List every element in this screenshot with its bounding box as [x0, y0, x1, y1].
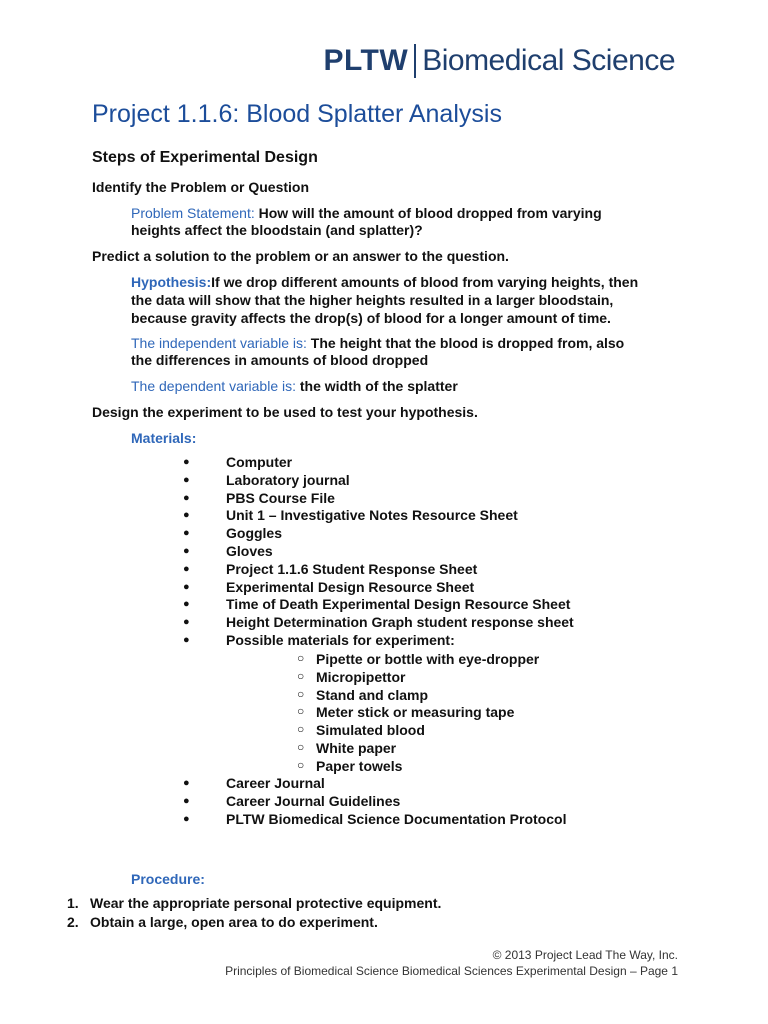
material-item: Project 1.1.6 Student Response Sheet	[226, 560, 478, 577]
material-item: Laboratory journal	[226, 471, 350, 488]
material-item-marker: ●	[183, 777, 190, 789]
hypothesis-text-2: the data will show that the higher heights resulted in a larger bloodstain,	[131, 292, 614, 308]
dependent-text: the width of the splatter	[296, 378, 458, 394]
problem-label: Problem Statement:	[131, 205, 255, 221]
dependent-label: The dependent variable is:	[131, 378, 296, 394]
design-step: Design the experiment to be used to test your hypothesis.	[92, 404, 478, 420]
sub-material-item: White paper	[316, 740, 397, 756]
material-item-marker: ●	[183, 813, 190, 825]
sub-material-item-marker: ○	[297, 651, 305, 665]
material-item-marker: ●	[183, 456, 190, 468]
material-item: Height Determination Graph student response sheet	[226, 614, 574, 631]
material-item-marker: ●	[183, 545, 190, 557]
procedure-label: Procedure:	[131, 871, 205, 887]
brand-logo	[323, 44, 675, 78]
material-item-marker: ●	[183, 634, 190, 646]
material-item-marker: ●	[183, 473, 190, 486]
sub-material-item-marker: ○	[297, 757, 305, 772]
hypothesis-text-3: because gravity affects the drop(s) of blood for a longer amount of time.	[131, 310, 611, 326]
material-item-marker: ●	[183, 598, 190, 611]
sub-material-item: Simulated blood	[316, 722, 425, 739]
material-item-marker: ●	[183, 616, 190, 629]
sub-material-item: Meter stick or measuring tape	[316, 704, 515, 721]
procedure-number: 1.	[67, 895, 79, 911]
material-item-marker: ●	[183, 562, 190, 575]
hypothesis-text-1: If we drop different amounts of blood from varying heights, then	[211, 274, 639, 290]
material-item-marker: ●	[183, 527, 190, 540]
identify-step: Identify the Problem or Question	[92, 179, 310, 195]
material-item: Career Journal Guidelines	[226, 793, 401, 809]
brand-name: PLTW	[323, 44, 409, 77]
dependent-variable	[131, 377, 458, 395]
sub-material-item-marker: ○	[297, 668, 305, 683]
independent-text-2: the differences in amounts of blood dropped	[131, 352, 429, 368]
material-item-marker: ●	[183, 509, 190, 522]
hypothesis-line1	[131, 273, 638, 291]
material-item-marker: ●	[183, 580, 190, 593]
page-title: Project 1.1.6: Blood Splatter Analysis	[92, 100, 502, 128]
problem-text-2: heights affect the bloodstain (and splatter)?	[131, 222, 423, 238]
independent-text-1: The height that the blood is dropped from, also	[306, 335, 625, 351]
material-item: Goggles	[226, 525, 283, 542]
independent-variable-line1	[131, 334, 624, 352]
material-item: Career Journal	[226, 775, 325, 791]
hypothesis-label: Hypothesis:	[131, 274, 212, 290]
material-item: Possible materials for experiment:	[226, 632, 455, 648]
section-heading: Steps of Experimental Design	[92, 149, 318, 166]
footer-copyright: © 2013 Project Lead The Way, Inc.	[492, 948, 678, 962]
material-item: Gloves	[226, 543, 273, 559]
sub-material-item-marker: ○	[297, 686, 305, 701]
sub-material-item-marker: ○	[297, 740, 305, 754]
material-item: Computer	[226, 454, 293, 470]
material-item: PBS Course File	[226, 489, 335, 506]
procedure-step: Obtain a large, open area to do experiment.	[90, 914, 378, 930]
sub-material-item: Paper towels	[316, 757, 403, 774]
problem-text-1: How will the amount of blood dropped from varying	[254, 205, 602, 221]
independent-label: The independent variable is:	[131, 335, 307, 351]
brand-divider	[414, 44, 416, 78]
problem-statement-line1	[131, 204, 602, 222]
predict-step: Predict a solution to the problem or an answer to the question.	[92, 248, 509, 264]
material-item: PLTW Biomedical Science Documentation Protocol	[226, 811, 567, 827]
sub-material-item-marker: ○	[297, 722, 305, 737]
material-item: Unit 1 – Investigative Notes Resource Sheet	[226, 507, 518, 524]
sub-material-item: Micropipettor	[316, 668, 406, 685]
footer-page-line: Principles of Biomedical Science Biomedical Sciences Experimental Design – Page 1	[225, 964, 678, 978]
sub-material-item-marker: ○	[297, 704, 305, 719]
material-item-marker: ●	[183, 491, 190, 504]
procedure-step: Wear the appropriate personal protective equipment.	[90, 895, 442, 911]
material-item: Experimental Design Resource Sheet	[226, 578, 475, 595]
material-item: Time of Death Experimental Design Resource Sheet	[226, 596, 571, 613]
material-item-marker: ●	[183, 795, 190, 807]
procedure-number: 2.	[67, 914, 79, 930]
brand-subtitle: Biomedical Science	[422, 44, 675, 77]
sub-material-item: Pipette or bottle with eye-dropper	[316, 651, 540, 667]
materials-label: Materials:	[131, 430, 197, 446]
sub-material-item: Stand and clamp	[316, 686, 429, 703]
